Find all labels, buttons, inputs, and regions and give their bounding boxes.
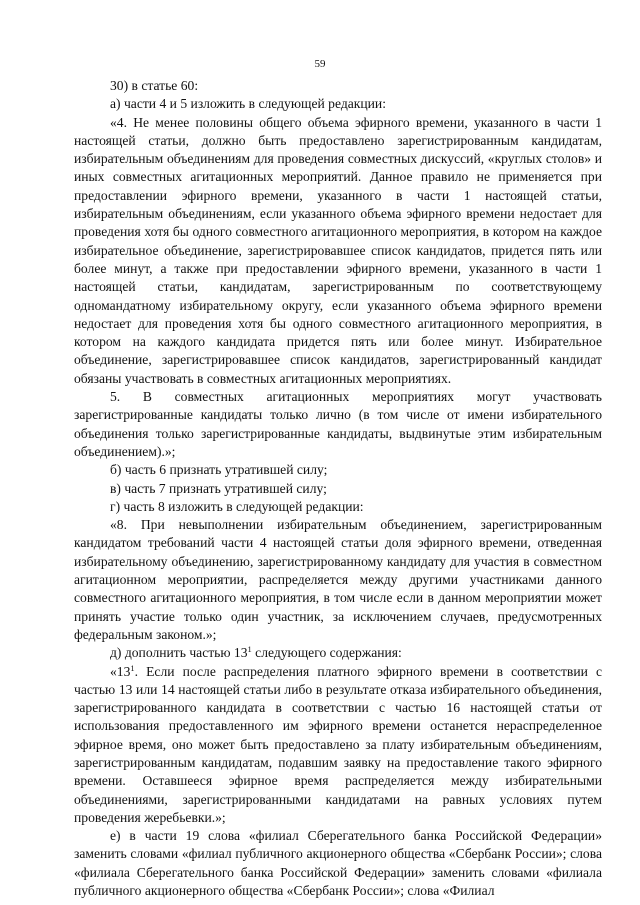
subitem-g: г) часть 8 изложить в следующей редакции:: [110, 498, 364, 514]
part-5-text: 5. В совместных агитационных мероприятиях могут участвовать зарегистрированные кандидаты только лично (в том числе от имени избирательного объединения только зарегистрированные кандидаты, выдвинутые этим избирательным объединением).»;: [74, 389, 602, 459]
part-4-text: «4. Не менее половины общего объема эфирного времени, указанного в части 1 настоящей статьи, должно быть предоставлено зарегистрированным кандидатам, избирательным объединениям для проведения совместных дискуссий, «круглых столов» и иных совместных агитационных мероприятий. Данное правило не применяется при предоставлении эфирного времени, указанного в части 1 настоящей статьи, избирательным объединениям, если указанного объема эфирного времени недостает для проведения хотя бы одного совместного агитационного мероприятия, в котором на каждое избирательное объединение, зарегистрировавшее список кандидатов, придется пять или более минут, а также при предоставлении эфирного времени, указанного в части 1 настоящей статьи, кандидатам, зарегистрированным по соответствующему одномандатному избирательному округу, если указанного объема эфирного времени недостает для проведения хотя бы одного совместного агитационного мероприятия, в котором на каждого кандидата придется пять или более минут. Избирательное объединение, зарегистрировавшее список кандидатов, зарегистрированный кандидат обязаны участвовать в совместных агитационных мероприятиях.: [74, 114, 602, 386]
subitem-d-tail: следующего содержания:: [251, 645, 402, 661]
subitem-e: е) в части 19 слова «филиал Сберегательного банка Российской Федерации» заменить словами «филиал публичного акционерного общества «Сбербанк России»; слова «филиала Сберегательного банка Российской Федерации» заменить словами «филиала публичного акционерного общества «Сбербанк России»; слова «Филиал: [74, 828, 602, 899]
part-8-text: «8. При невыполнении избирательным объединением, зарегистрированным кандидатом требований части 4 настоящей статьи доля эфирного времени, отведенная избирательному объединению, зарегистрированному кандидату для участия в совместном агитационном мероприятии, распределяется между другими участниками данного совместного агитационного мероприятия, в том числе если в данном мероприятии может принять участие только один участник, за исключением случаев, предусмотренных федеральным законом.»;: [74, 517, 602, 642]
subitem-v: в) часть 7 признать утратившей силу;: [110, 480, 327, 496]
subitem-b: б) часть 6 признать утратившей силу;: [110, 462, 328, 478]
subitem-d: [74, 644, 602, 662]
part-13-1-rest: . Если после распределения платного эфирного времени в соответствии с частью 13 или 14 настоящей статьи либо в результате отказа избирательного объединения, зарегистрированного кандидата в соответствии с частью 16 настоящей статьи от использования предоставленного им эфирного времени останется нераспределенное эфирное время, оно может быть предоставлено за плату избирательным объединениям, зарегистрированным кандидатам, подавшим заявку на предоставление такого эфирного времени. Оставшееся эфирное время распределяется между избирательными объединениями, зарегистрированными кандидатами на равных условиях путем проведения жеребьевки.»;: [74, 663, 602, 825]
part-13-1-start: «13: [110, 663, 131, 679]
document-body: [74, 77, 602, 900]
item-30-heading: 30) в статье 60:: [110, 78, 199, 93]
part-13-1-superscript: 1: [130, 662, 135, 673]
page-number: 59: [314, 58, 326, 70]
subitem-a: а) части 4 и 5 изложить в следующей редакции:: [110, 96, 386, 112]
subitem-d-text: д) дополнить частью 13: [110, 645, 248, 661]
subitem-d-superscript: 1: [247, 644, 252, 655]
part-13-1-text: [74, 663, 602, 828]
